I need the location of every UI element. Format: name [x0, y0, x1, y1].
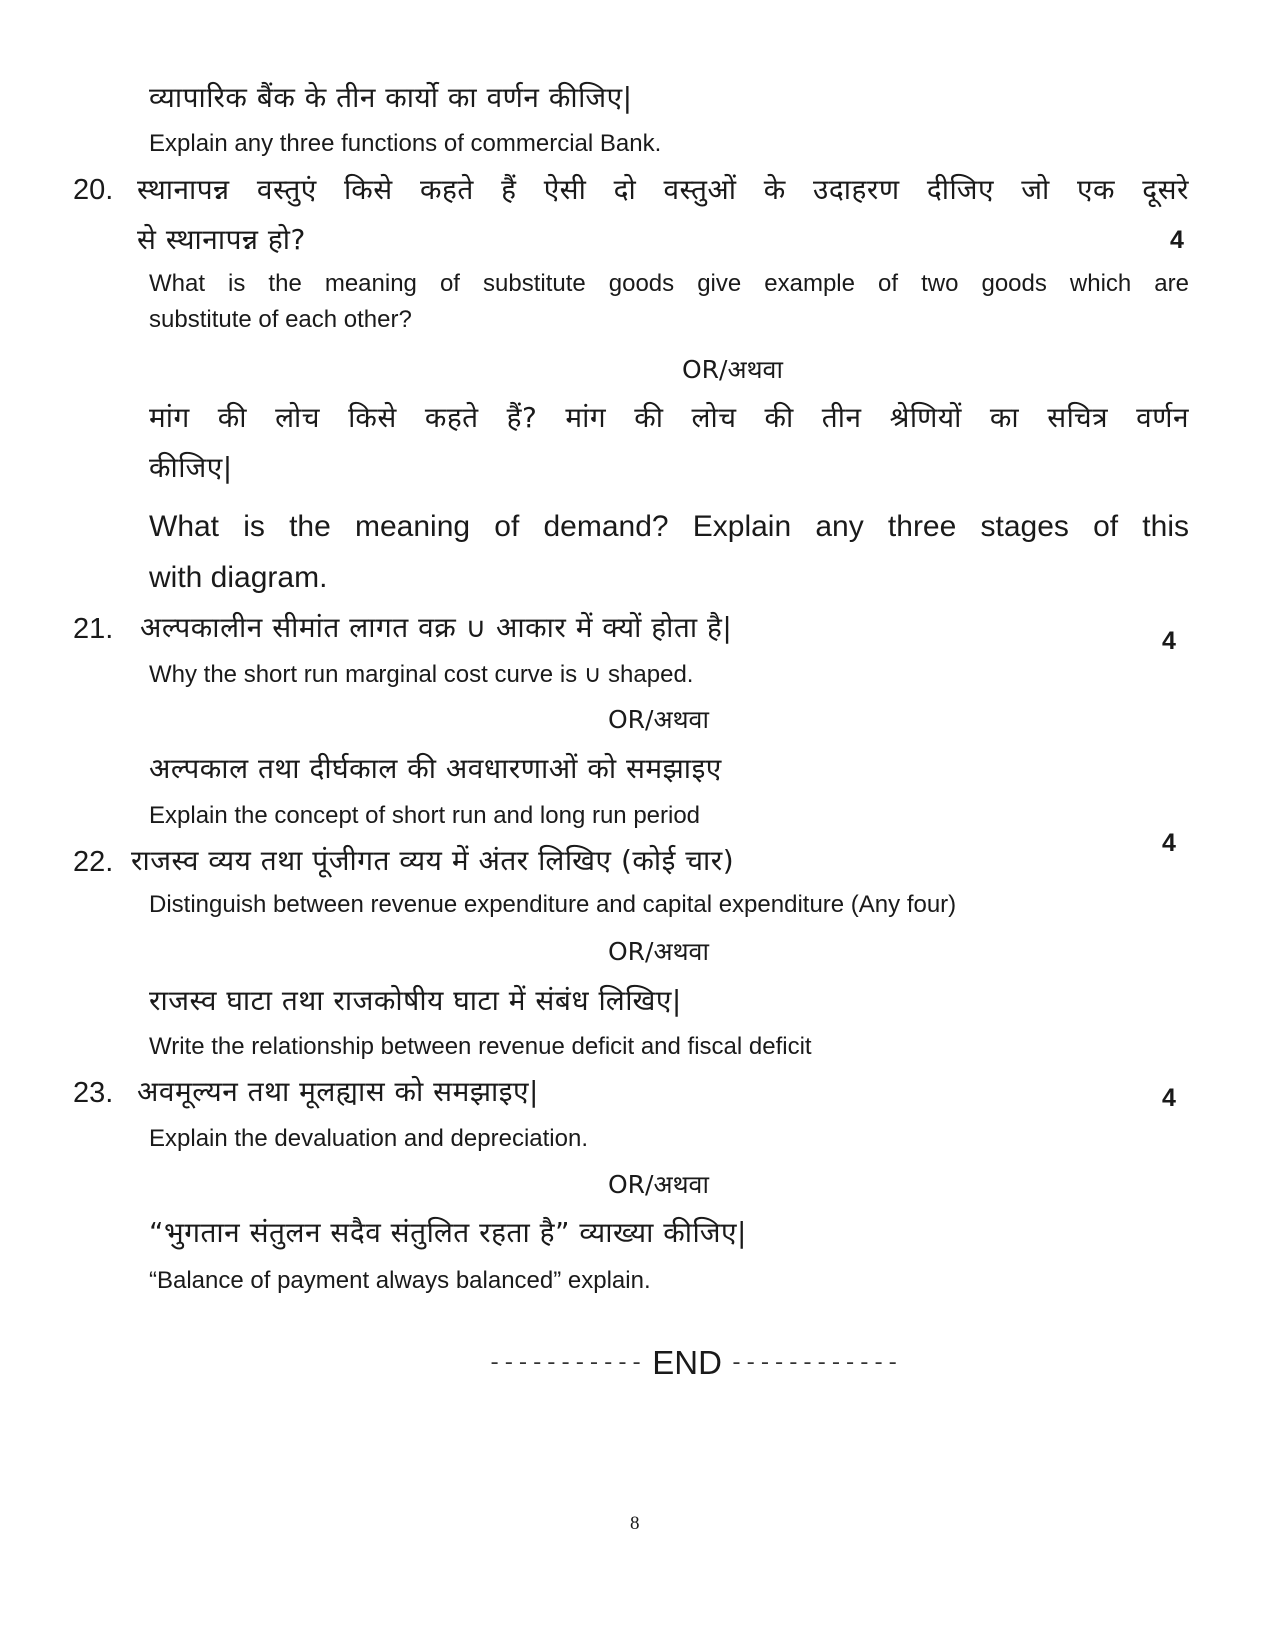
question-20-alt-hindi-line1: मांग की लोच किसे कहते हैं? मांग की लोच की तीन श्रेणियों का सचित्र वर्णन: [149, 401, 1189, 434]
question-23-alt-english: “Balance of payment always balanced” explain.: [149, 1267, 651, 1294]
question-23-alt-hindi: “भुगतान संतुलन सदैव संतुलित रहता है” व्याख्या कीजिए|: [149, 1216, 747, 1249]
intro-question-english: Explain any three functions of commercial Bank.: [149, 130, 662, 157]
question-20-or-separator: OR/अथवा: [682, 355, 783, 384]
question-23-hindi: अवमूल्यन तथा मूलह्यास को समझाइए|: [137, 1075, 539, 1108]
question-22-english: Distinguish between revenue expenditure and capital expenditure (Any four): [149, 891, 957, 918]
question-20-english-line2: substitute of each other?: [149, 306, 412, 333]
question-21-or-separator: OR/अथवा: [608, 705, 709, 734]
question-20-english-line1: What is the meaning of substitute goods give example of two goods which are: [149, 270, 1189, 297]
question-23-or-separator: OR/अथवा: [608, 1170, 709, 1199]
question-23-marks: 4: [1162, 1084, 1176, 1112]
end-dashes-left: -----------: [488, 1350, 645, 1376]
question-21-number: 21.: [73, 613, 114, 645]
question-21-hindi: अल्पकालीन सीमांत लागत वक्र ∪ आकार में क्यों होता है|: [140, 611, 733, 644]
end-marker: [488, 1344, 968, 1382]
question-21-alt-english: Explain the concept of short run and long run period: [149, 802, 701, 829]
question-23-number: 23.: [73, 1077, 114, 1109]
question-20-hindi-line1: स्थानापन्न वस्तुएं किसे कहते हैं ऐसी दो वस्तुओं के उदाहरण दीजिए जो एक दूसरे: [137, 173, 1189, 206]
question-22-alt-english: Write the relationship between revenue deficit and fiscal deficit: [149, 1033, 812, 1060]
question-20-hindi-line2: से स्थानापन्न हो?: [137, 223, 306, 256]
question-21-alt-hindi: अल्पकाल तथा दीर्घकाल की अवधारणाओं को समझाइए: [149, 752, 722, 785]
question-23-english: Explain the devaluation and depreciation.: [149, 1125, 588, 1152]
end-label: END: [652, 1344, 722, 1381]
intro-question-hindi: व्यापारिक बैंक के तीन कार्यो का वर्णन कीजिए|: [149, 81, 633, 114]
question-20-alt-english-line2: with diagram.: [149, 561, 328, 594]
question-20-number: 20.: [73, 174, 114, 206]
page-number: 8: [630, 1513, 640, 1534]
question-22-alt-hindi: राजस्व घाटा तथा राजकोषीय घाटा में संबंध लिखिए|: [149, 984, 682, 1017]
question-22-marks: 4: [1162, 829, 1176, 857]
question-22-or-separator: OR/अथवा: [608, 937, 709, 966]
end-dashes-right: ------------: [729, 1350, 901, 1376]
question-22-number: 22.: [73, 846, 114, 878]
question-21-english: Why the short run marginal cost curve is ∪ shaped.: [149, 661, 694, 688]
question-20-alt-hindi-line2: कीजिए|: [149, 451, 233, 484]
question-21-marks: 4: [1162, 627, 1176, 655]
question-20-marks: 4: [1170, 226, 1184, 254]
question-20-alt-english-line1: What is the meaning of demand? Explain any three stages of this: [149, 510, 1189, 543]
question-22-hindi: राजस्व व्यय तथा पूंजीगत व्यय में अंतर लिखिए (कोई चार): [131, 844, 735, 877]
